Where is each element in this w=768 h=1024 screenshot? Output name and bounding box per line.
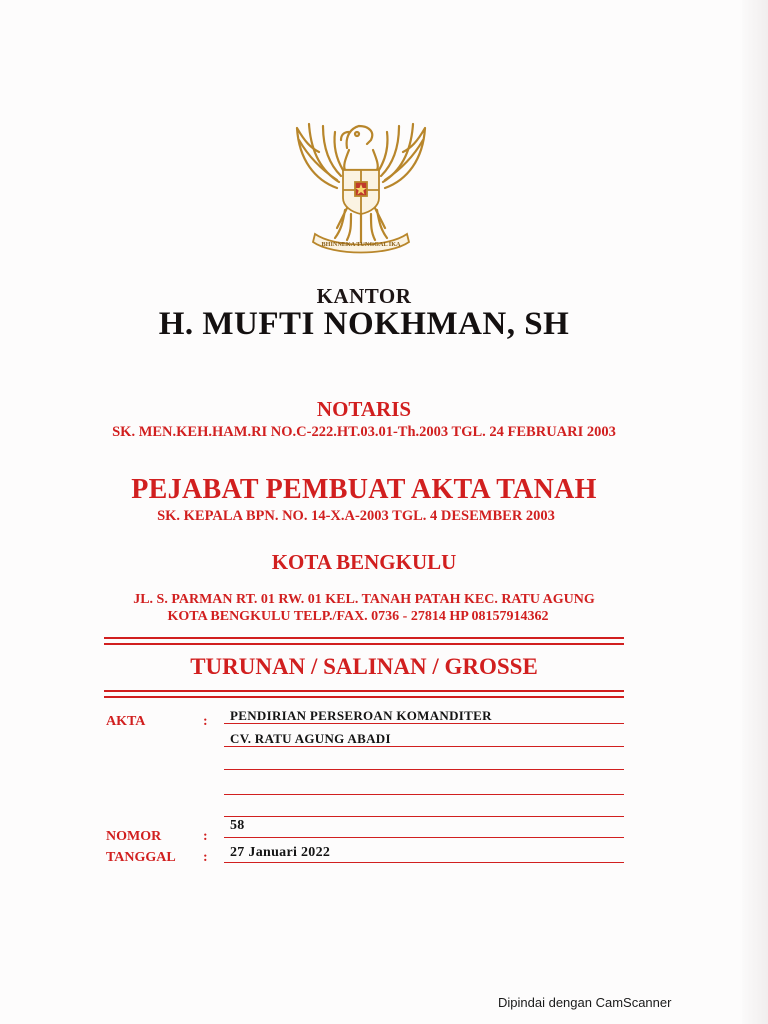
page-edge-shadow <box>742 0 768 1024</box>
nomor-colon: : <box>203 829 208 844</box>
akta-value-line-2: CV. RATU AGUNG ABADI <box>230 731 391 746</box>
akta-underline-4 <box>224 794 624 795</box>
akta-colon: : <box>203 714 208 729</box>
ppat-title: PEJABAT PEMBUAT AKTA TANAH <box>131 474 597 505</box>
akta-underline-2 <box>224 746 624 747</box>
city-title: KOTA BENGKULU <box>271 550 457 574</box>
tanggal-value: 27 Januari 2022 <box>230 845 331 860</box>
title-divider-top <box>104 690 624 692</box>
title-divider-bottom <box>104 696 624 698</box>
akta-underline-5 <box>224 816 624 817</box>
garuda-emblem-icon <box>285 110 437 265</box>
nomor-value: 58 <box>230 818 245 833</box>
header-divider-bottom <box>104 643 624 645</box>
nomor-underline <box>224 837 624 838</box>
akta-underline-3 <box>224 769 624 770</box>
nomor-label: NOMOR <box>106 829 162 844</box>
tanggal-label: TANGGAL <box>106 850 176 865</box>
document-type-title: TURUNAN / SALINAN / GROSSE <box>190 654 538 679</box>
address-line-1: JL. S. PARMAN RT. 01 RW. 01 KEL. TANAH PATAH KEC. RATU AGUNG <box>133 592 595 607</box>
tanggal-underline <box>224 862 624 863</box>
akta-label: AKTA <box>106 714 146 729</box>
akta-value-line-1: PENDIRIAN PERSEROAN KOMANDITER <box>230 708 492 723</box>
notary-name: H. MUFTI NOKHMAN, SH <box>158 306 570 342</box>
office-label: KANTOR <box>316 284 412 308</box>
notaris-decree: SK. MEN.KEH.HAM.RI NO.C-222.HT.03.01-Th.2003 TGL. 24 FEBRUARI 2003 <box>112 424 616 440</box>
akta-underline-1 <box>224 723 624 724</box>
tanggal-colon: : <box>203 850 208 865</box>
address-line-2: KOTA BENGKULU TELP./FAX. 0736 - 27814 HP 08157914362 <box>167 609 549 624</box>
scanner-watermark: Dipindai dengan CamScanner <box>498 995 672 1010</box>
ppat-decree: SK. KEPALA BPN. NO. 14-X.A-2003 TGL. 4 DESEMBER 2003 <box>157 508 555 524</box>
notaris-title: NOTARIS <box>316 397 412 421</box>
emblem-motto: BHINNEKA TUNGGAL IKA <box>321 241 401 248</box>
header-divider-top <box>104 637 624 639</box>
